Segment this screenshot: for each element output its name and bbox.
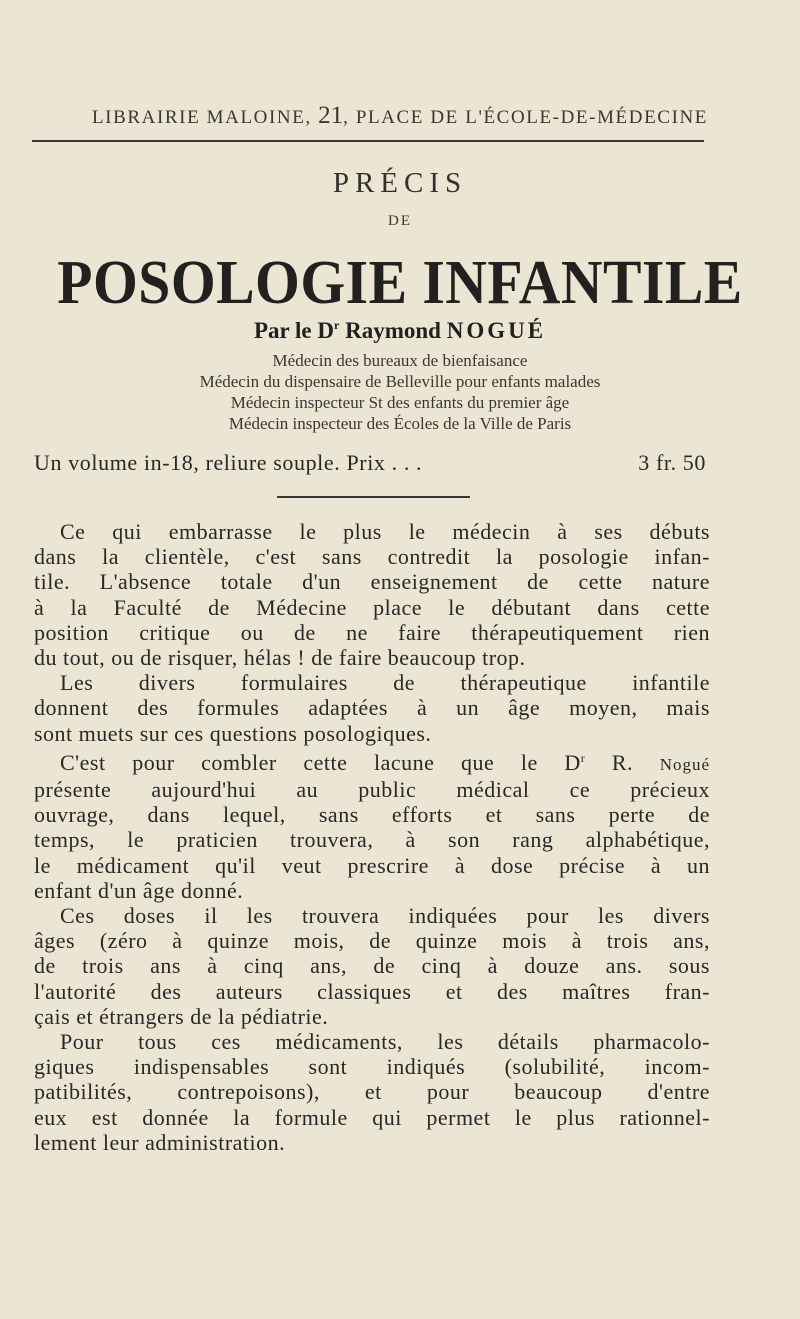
- text-line: ouvrage, dans lequel, sans efforts et sans perte de: [34, 802, 710, 828]
- text-line: de trois ans à cinq ans, de cinq à douze ans. sous: [34, 953, 710, 979]
- text-line: [34, 746, 710, 777]
- text-line: eux est donnée la formule qui permet le plus rationnel-: [34, 1104, 710, 1130]
- text-line: Ce qui embarrasse le plus le médecin à ses débuts: [60, 519, 710, 544]
- author-surname: NOGUÉ: [446, 318, 547, 343]
- running-head: [0, 102, 800, 130]
- author-title-sup: r: [334, 318, 340, 332]
- author-name-smallcaps: Nogué: [659, 754, 711, 774]
- running-head-before: LIBRAIRIE MALOINE,: [91, 107, 319, 128]
- text-line: tile. L'absence totale d'un enseignement de cette nature: [34, 569, 710, 595]
- text-line: position critique ou de ne faire thérapeutiquement rien: [34, 619, 710, 645]
- credential-line: Médecin des bureaux de bienfaisance: [272, 351, 528, 370]
- text-line: patibilités, contrepoisons), et pour beaucoup d'entre: [34, 1079, 710, 1105]
- author-line: [0, 318, 800, 344]
- text-line: du tout, ou de risquer, hélas ! de faire beaucoup trop.: [34, 645, 526, 671]
- volume-description: Un volume in-18, reliure souple. Prix . . .: [34, 450, 423, 475]
- running-head-after: , PLACE DE L'ÉCOLE-DE-MÉDECINE: [343, 107, 709, 128]
- text-line: donnent des formules adaptées à un âge moyen, mais: [34, 695, 710, 721]
- text-line: Pour tous ces médicaments, les détails pharmacolo-: [60, 1029, 710, 1055]
- credential-line: Médecin du dispensaire de Belleville pour enfants malades: [199, 372, 601, 391]
- author-name: Raymond: [339, 318, 447, 343]
- title-de: DE: [388, 213, 412, 229]
- text-line: l'autorité des auteurs classiques et des maîtres fran-: [34, 978, 710, 1004]
- author-prefix: Par le D: [253, 318, 335, 343]
- paragraph-3: [34, 746, 710, 903]
- doctor-sup: r: [580, 750, 586, 765]
- title-precis: PRÉCIS: [332, 167, 468, 199]
- paragraph-4: [34, 903, 710, 1029]
- main-title: POSOLOGIE INFANTILE: [57, 249, 743, 317]
- running-head-number: 21: [318, 102, 344, 129]
- text-line: à la Faculté de Médecine place le débutant dans cette: [34, 594, 710, 620]
- text-line: le médicament qu'il veut prescrire à dose précise à un: [34, 852, 710, 878]
- text-line: lement leur administration.: [34, 1129, 286, 1155]
- paragraph-2: [34, 670, 710, 746]
- text-line: giques indispensables sont indiqués (solubilité, incom-: [34, 1054, 710, 1080]
- text-line: âges (zéro à quinze mois, de quinze mois à trois ans,: [34, 928, 710, 954]
- author-credentials: [0, 350, 800, 434]
- text-line: Ces doses il les trouvera indiquées pour les divers: [60, 903, 710, 929]
- paragraph-5: [34, 1029, 710, 1155]
- text-fragment: R.: [585, 749, 660, 775]
- text-fragment: C'est pour combler cette lacune que le D: [60, 749, 581, 775]
- paragraph-1: [34, 519, 710, 670]
- volume-price: 3 fr. 50: [638, 450, 706, 475]
- description-text: [34, 519, 710, 1155]
- text-line: Les divers formulaires de thérapeutique infantile: [60, 670, 710, 696]
- text-line: dans la clientèle, c'est sans contredit la posologie infan-: [34, 544, 710, 570]
- credential-line: Médecin inspecteur des Écoles de la Ville de Paris: [228, 414, 572, 433]
- text-line: çais et étrangers de la pédiatrie.: [34, 1003, 329, 1029]
- text-line: sont muets sur ces questions posologiques.: [34, 720, 432, 746]
- text-line: présente aujourd'hui au public médical ce précieux: [34, 777, 710, 803]
- text-line: temps, le praticien trouvera, à son rang alphabétique,: [34, 827, 710, 853]
- header-rule: [32, 140, 704, 142]
- text-line: enfant d'un âge donné.: [34, 877, 244, 903]
- volume-price-line: [34, 450, 706, 476]
- credential-line: Médecin inspecteur St des enfants du premier âge: [230, 393, 570, 412]
- section-rule: [277, 496, 470, 498]
